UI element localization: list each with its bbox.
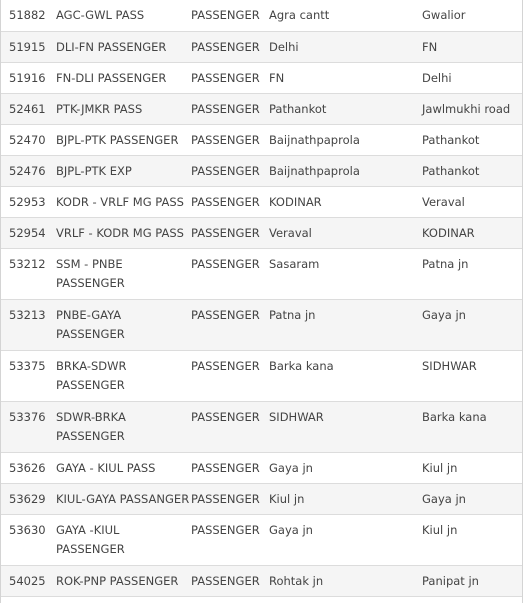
train-name: PNBE-GAYA PASSENGER xyxy=(56,299,191,350)
train-type: PASSENGER xyxy=(191,186,269,217)
train-destination: Kiul jn xyxy=(422,514,522,565)
table-row xyxy=(1,31,522,62)
train-source: Delhi xyxy=(269,31,422,62)
train-type: PASSENGER xyxy=(191,452,269,483)
train-type: PASSENGER xyxy=(191,350,269,401)
train-type: PASSENGER xyxy=(191,31,269,62)
train-number: 53375 xyxy=(1,350,56,401)
train-source: KODINAR xyxy=(269,186,422,217)
train-name: KIUL-GAYA PASSANGER xyxy=(56,483,191,514)
train-name: DLI-FN PASSENGER xyxy=(56,31,191,62)
table-row xyxy=(1,514,522,565)
train-name: BJPL-PTK EXP xyxy=(56,155,191,186)
table-row xyxy=(1,483,522,514)
train-destination: Jawlmukhi road xyxy=(422,93,522,124)
train-name: SDWR-BRKA PASSENGER xyxy=(56,401,191,452)
train-type: PASSENGER xyxy=(191,514,269,565)
train-name: VRLF - KODR MG PASS xyxy=(56,217,191,248)
train-name: AGC-GWL PASS xyxy=(56,0,191,31)
train-source: Pathankot xyxy=(269,93,422,124)
train-type: PASSENGER xyxy=(191,565,269,596)
train-name: FN-DLI PASSENGER xyxy=(56,62,191,93)
train-name: GAYA - KIUL PASS xyxy=(56,452,191,483)
train-number: 54025 xyxy=(1,565,56,596)
train-number: 52954 xyxy=(1,217,56,248)
train-name: SSM - PNBE PASSENGER xyxy=(56,248,191,299)
train-number: 53626 xyxy=(1,452,56,483)
train-destination: Barka kana xyxy=(422,401,522,452)
train-source: Kiul jn xyxy=(269,483,422,514)
train-number: 51916 xyxy=(1,62,56,93)
train-type: PASSENGER xyxy=(191,124,269,155)
train-destination: Veraval xyxy=(422,186,522,217)
train-source: Baijnathpaprola xyxy=(269,155,422,186)
train-name: GAYA -KIUL PASSENGER xyxy=(56,514,191,565)
train-destination: Kiul jn xyxy=(422,452,522,483)
train-source: Patna jn xyxy=(269,299,422,350)
train-source: Baijnathpaprola xyxy=(269,124,422,155)
train-source: Sasaram xyxy=(269,248,422,299)
train-number: 53630 xyxy=(1,514,56,565)
train-source: Gaya jn xyxy=(269,452,422,483)
table-row xyxy=(1,155,522,186)
table-row xyxy=(1,0,522,31)
train-destination: KODINAR xyxy=(422,217,522,248)
train-number: 51882 xyxy=(1,0,56,31)
table-row xyxy=(1,93,522,124)
train-destination: Gaya jn xyxy=(422,299,522,350)
train-source: Rohtak jn xyxy=(269,565,422,596)
train-name: ROK-PNP PASSENGER xyxy=(56,565,191,596)
train-source: Agra cantt xyxy=(269,0,422,31)
train-destination: Patna jn xyxy=(422,248,522,299)
table-row xyxy=(1,299,522,350)
train-source: Veraval xyxy=(269,217,422,248)
table-row xyxy=(1,565,522,596)
train-name: BRKA-SDWR PASSENGER xyxy=(56,350,191,401)
train-type: PASSENGER xyxy=(191,248,269,299)
train-source: FN xyxy=(269,62,422,93)
table-row xyxy=(1,217,522,248)
table-row xyxy=(1,186,522,217)
train-type: PASSENGER xyxy=(191,299,269,350)
train-name: PTK-JMKR PASS xyxy=(56,93,191,124)
train-type: PASSENGER xyxy=(191,217,269,248)
table-row xyxy=(1,401,522,452)
train-number: 53212 xyxy=(1,248,56,299)
table-row xyxy=(1,452,522,483)
table-row xyxy=(1,124,522,155)
train-name: BJPL-PTK PASSENGER xyxy=(56,124,191,155)
train-destination: Delhi xyxy=(422,62,522,93)
train-destination: Gaya jn xyxy=(422,483,522,514)
train-number: 51915 xyxy=(1,31,56,62)
train-number: 52953 xyxy=(1,186,56,217)
train-source: Gaya jn xyxy=(269,514,422,565)
train-number: 52470 xyxy=(1,124,56,155)
table-row xyxy=(1,62,522,93)
table-row xyxy=(1,350,522,401)
train-destination: Pathankot xyxy=(422,124,522,155)
train-number: 53213 xyxy=(1,299,56,350)
train-number: 52461 xyxy=(1,93,56,124)
train-type: PASSENGER xyxy=(191,0,269,31)
train-number: 53629 xyxy=(1,483,56,514)
train-type: PASSENGER xyxy=(191,401,269,452)
train-type: PASSENGER xyxy=(191,93,269,124)
train-destination: Panipat jn xyxy=(422,565,522,596)
table-row xyxy=(1,248,522,299)
train-destination: SIDHWAR xyxy=(422,350,522,401)
train-source: SIDHWAR xyxy=(269,401,422,452)
train-source: Barka kana xyxy=(269,350,422,401)
train-type: PASSENGER xyxy=(191,155,269,186)
train-name: KODR - VRLF MG PASS xyxy=(56,186,191,217)
train-destination: Gwalior xyxy=(422,0,522,31)
train-type: PASSENGER xyxy=(191,62,269,93)
train-type: PASSENGER xyxy=(191,483,269,514)
train-destination: Pathankot xyxy=(422,155,522,186)
train-number: 52476 xyxy=(1,155,56,186)
train-table xyxy=(1,0,522,597)
train-destination: FN xyxy=(422,31,522,62)
train-number: 53376 xyxy=(1,401,56,452)
